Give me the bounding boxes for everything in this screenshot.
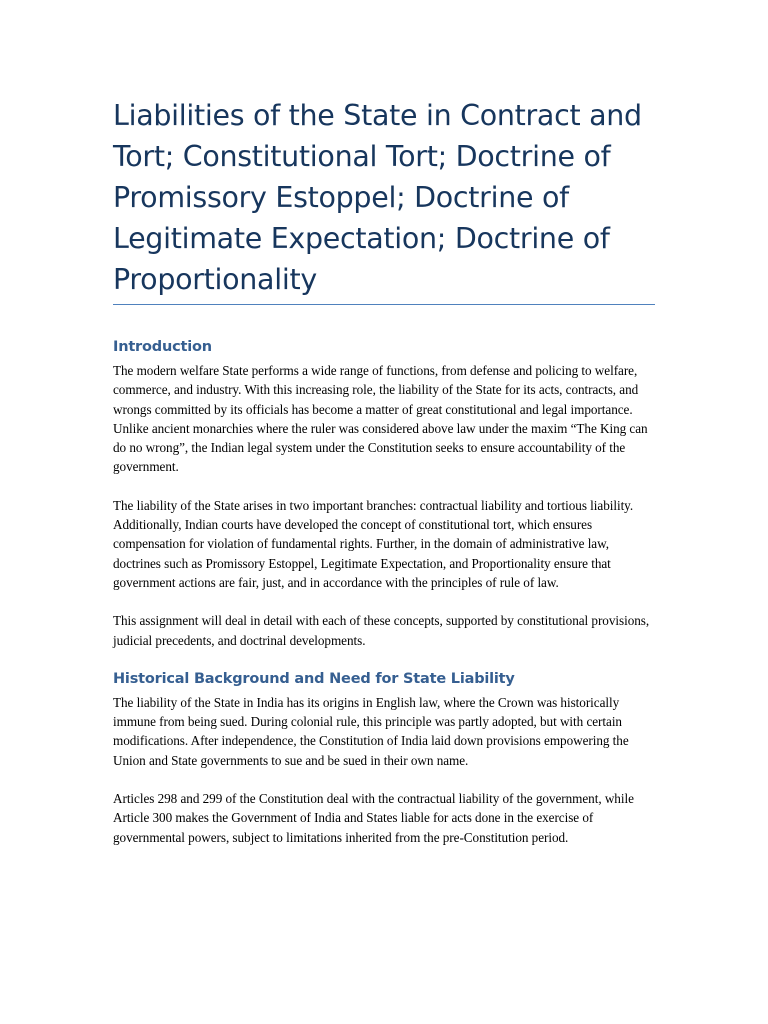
section-historical-background	[113, 669, 655, 847]
document-body	[113, 95, 655, 866]
paragraph: The liability of the State in India has its origins in English law, where the Crown was historically immune from being sued. During colonial rule, this principle was partly adopted, but with certain modifications. After independence, the Constitution of India laid down provisions empowering the Union and State governments to sue and be sued in their own name.	[113, 694, 629, 768]
paragraph: Articles 298 and 299 of the Constitution deal with the contractual liability of the government, while Article 300 makes the Government of India and States liable for acts done in the exercise of governmental powers, subject to limitations inherited from the pre-Constitution period.	[113, 791, 634, 845]
section-heading-historical-background: Historical Background and Need for State Liability	[113, 670, 515, 687]
section-heading-introduction: Introduction	[113, 339, 212, 355]
section-introduction	[113, 337, 655, 650]
title-underline-rule	[113, 304, 655, 305]
paragraph: This assignment will deal in detail with each of these concepts, supported by constitutional provisions, judicial precedents, and doctrinal developments.	[113, 613, 650, 648]
paragraph: The liability of the State arises in two important branches: contractual liability and tortious liability. Additionally, Indian courts have developed the concept of constitutional tort, which ensures compensation for violation of fundamental rights. Further, in the domain of administrative law, doctrines such as Promissory Estoppel, Legitimate Expectation, and Proportionality ensure that government actions are fair, just, and in accordance with the principles of rule of law.	[113, 497, 634, 590]
paragraph: The modern welfare State performs a wide range of functions, from defense and policing to welfare, commerce, and industry. With this increasing role, the liability of the State for its acts, contracts, and wrongs committed by its officials has become a matter of great constitutional and legal importance. Unlike ancient monarchies where the ruler was considered above law under the maxim “The King can do no wrong”, the Indian legal system under the Constitution seeks to ensure accountability of the government.	[113, 363, 648, 475]
document-title: Liabilities of the State in Contract and Tort; Constitutional Tort; Doctrine of Promissory Estoppel; Doctrine of Legitimate Expectation; Doctrine of Proportionality	[113, 99, 642, 296]
